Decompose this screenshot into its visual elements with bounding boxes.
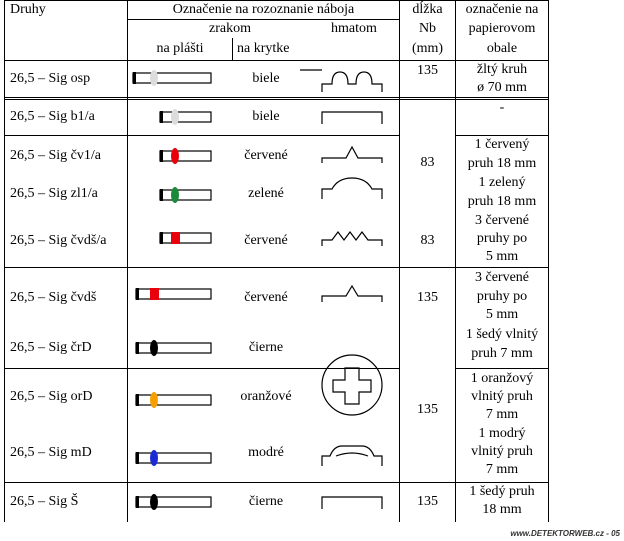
cartridge-3: [160, 187, 211, 203]
row-name: 26,5 – Sig Š: [10, 494, 79, 509]
cartridge-0: [133, 70, 211, 86]
row-papier: pruhy po: [476, 231, 528, 246]
row-name: 26,5 – Sig čv1/a: [10, 148, 101, 163]
tactile-double-bump: [300, 70, 382, 92]
row-name: 26,5 – Sig čvdš: [10, 290, 97, 305]
row-papier: vlnitý pruh: [471, 389, 533, 404]
row-krytka: zelené: [248, 186, 284, 201]
row-krytka: oranžové: [240, 389, 292, 404]
row-name: 26,5 – Sig b1/a: [10, 109, 95, 124]
row-name: 26,5 – Sig osp: [10, 71, 91, 86]
tactile-cross-circle: [322, 355, 382, 415]
cartridge-marker: [150, 288, 159, 300]
row-papier: 1 oranžový: [470, 371, 534, 386]
cartridge-8: [136, 450, 211, 466]
cartridge-6: [136, 340, 211, 356]
tactile-flat-small: [322, 497, 382, 509]
tactile-cross: [333, 368, 371, 404]
row-papier: 7 mm: [485, 462, 519, 477]
row-krytka: čierne: [248, 494, 284, 509]
row-papier: pruh 18 mm: [467, 194, 537, 209]
row-papier: 18 mm: [482, 502, 522, 517]
header-na-krytke: na krytke: [237, 41, 290, 56]
row-papier: pruh 18 mm: [467, 156, 537, 171]
cartridge-marker: [150, 494, 158, 510]
header-dlzka-3: (mm): [411, 41, 444, 56]
cartridge-marker: [150, 340, 158, 356]
cartridge-4: [160, 232, 211, 244]
tactile-flat: [322, 112, 382, 124]
row-papier: 1 modrý: [478, 426, 526, 441]
cartridge-marker: [171, 109, 179, 125]
footer-watermark: www.DETEKTORWEB.cz - 05: [510, 529, 620, 538]
header-papier-3: obale: [486, 41, 518, 56]
cartridge-9: [136, 494, 211, 510]
row-papier: pruhy po: [476, 289, 528, 304]
cartridge-7: [136, 392, 211, 408]
row-papier: vlnitý pruh: [471, 444, 533, 459]
row-papier: 5 mm: [485, 307, 519, 322]
header-papier-1: označenie na: [465, 2, 539, 17]
row-name: 26,5 – Sig čvdš/a: [10, 233, 107, 248]
row-krytka: červené: [244, 233, 288, 248]
cartridge-marker: [171, 148, 179, 164]
row-papier: 1 šedý pruh: [469, 484, 535, 499]
header-dlzka-2: Nb: [418, 21, 437, 36]
cartridge-marker: [150, 450, 158, 466]
row-papier: 3 červené: [474, 270, 530, 285]
row-papier: 1 červený: [474, 137, 530, 152]
row-name: 26,5 – Sig orD: [10, 389, 93, 404]
header-na-plasti: na plášti: [156, 41, 204, 56]
row-dlzka: 135: [417, 63, 438, 78]
row-name: 26,5 – Sig črD: [10, 340, 92, 355]
row-krytka: červené: [244, 290, 288, 305]
header-papier-2: papierovom: [468, 21, 536, 36]
row-dlzka: 83: [420, 233, 435, 248]
row-krytka: modré: [248, 445, 284, 460]
row-papier: ø 70 mm: [477, 80, 527, 95]
tactile-single-point: [322, 147, 382, 163]
tactile-triple-point: [322, 232, 382, 246]
header-hmatom: hmatom: [331, 21, 377, 36]
header-oznacenie: Označenie na rozoznanie náboja: [172, 2, 355, 17]
row-papier: pruh 7 mm: [471, 346, 533, 361]
row-krytka: biele: [252, 109, 280, 124]
cartridge-marker: [171, 232, 180, 244]
cartridge-marker: [171, 187, 179, 203]
cartridge-2: [160, 148, 211, 164]
header-dlzka-1: dĺžka: [412, 2, 443, 17]
row-papier: 1 zelený: [478, 175, 526, 190]
row-papier: 3 červené: [474, 213, 530, 228]
cartridge-marker: [150, 70, 158, 86]
row-papier: žltý kruh: [476, 62, 528, 77]
tactile-single-bump: [322, 178, 382, 199]
row-name: 26,5 – Sig zl1/a: [10, 186, 98, 201]
cartridge-1: [160, 109, 211, 125]
row-krytka: červené: [244, 148, 288, 163]
row-papier: 1 šedý vlnitý: [465, 327, 539, 342]
cartridge-marker: [150, 392, 158, 408]
row-papier: 7 mm: [485, 407, 519, 422]
row-dlzka: 135: [417, 494, 438, 509]
row-dlzka: 135: [417, 402, 438, 417]
header-zrakom: zrakom: [209, 21, 251, 36]
row-dlzka: 135: [417, 290, 438, 305]
tactile-single-point-2: [322, 286, 382, 302]
row-name: 26,5 – Sig mD: [10, 445, 92, 460]
header-druhy: Druhy: [10, 2, 46, 17]
row-krytka: čierne: [248, 340, 284, 355]
row-dlzka: 83: [420, 155, 435, 170]
row-papier: -: [499, 100, 505, 115]
cartridge-5: [136, 288, 211, 300]
row-papier: 5 mm: [485, 249, 519, 264]
row-krytka: biele: [252, 71, 280, 86]
tactile-wide-bump: [322, 446, 382, 466]
